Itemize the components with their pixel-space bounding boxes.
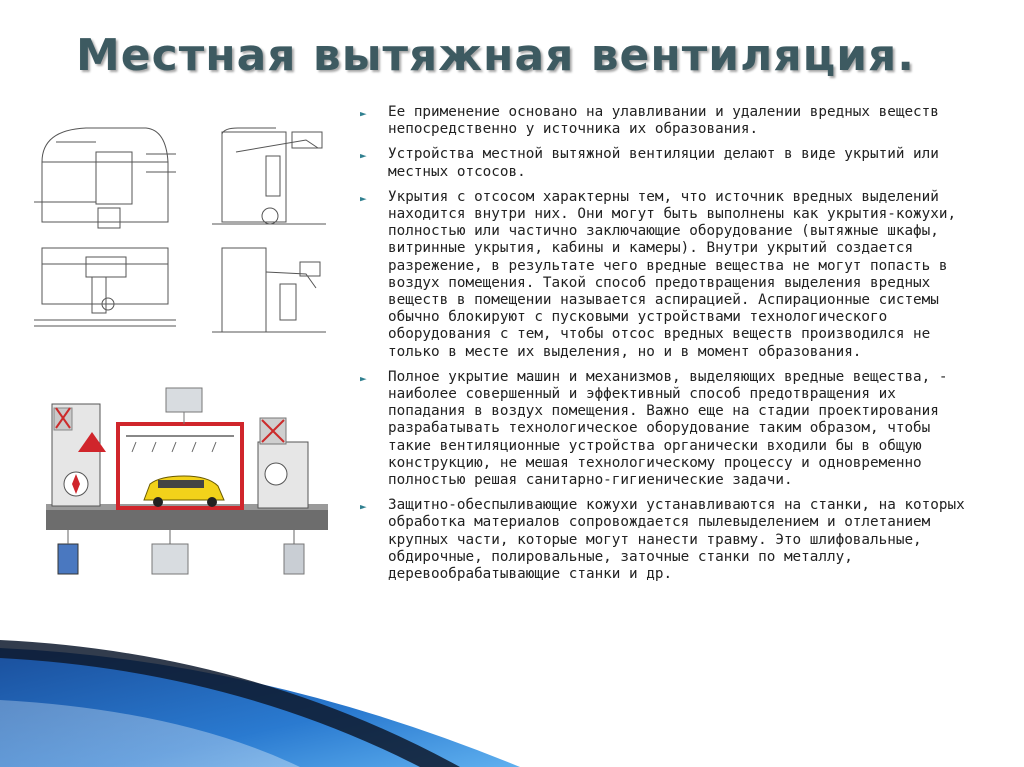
machine-drawing-3 [34, 248, 176, 326]
ventilation-illustrations [26, 112, 336, 592]
bullet-item [358, 189, 968, 361]
bullet-text: Полное укрытие машин и механизмов, выделяющих вредные вещества, - наиболее совершенный и эффективный способ предотвращения их попадания в воздух помещения. Важно еще на стадии проектирования разрабатывать технологическое оборудование таким образом, чтобы такие вентиляционные устройства органически входили бы в общую конструкцию, не мешая технологическому процессу и одновременно полностью решая санитарно-гигиенические задачи. [388, 368, 948, 489]
bullet-item [358, 104, 968, 138]
triangle-right-icon: ► [360, 371, 367, 385]
bullet-item [358, 369, 968, 489]
bullet-text: Устройства местной вытяжной вентиляции делают в виде укрытий или местных отсосов. [388, 146, 939, 180]
slide-title: Местная вытяжная вентиляция. [76, 30, 916, 81]
triangle-right-icon: ► [360, 500, 367, 514]
triangle-right-icon: ► [360, 149, 367, 163]
bullet-text: Ее применение основано на улавливании и удалении вредных веществ непосредственно у источника их образования. [388, 104, 939, 138]
paint-booth-diagram [46, 388, 328, 574]
triangle-right-icon: ► [360, 107, 367, 120]
decorative-swoosh [0, 560, 1024, 767]
machine-drawing-4 [212, 248, 326, 332]
triangle-right-icon: ► [360, 191, 367, 205]
bullet-list [358, 104, 968, 591]
machine-drawing-2 [212, 128, 326, 224]
machine-drawing-1 [34, 128, 176, 228]
bullet-text: Защитно-обеспыливающие кожухи устанавливаются на станки, на которых обработка материалов сопровождается пылевыделением и отлетанием крупных части, которые могут нанести травму. Это шлифовальные, обдирочные, полировальные, заточные станки по металлу, деревообрабатывающие станки и др. [388, 497, 965, 583]
bullet-text: Укрытия с отсосом характерны тем, что источник вредных выделений находится внутри них. Они могут быть выполнены как укрытия-кожухи, полностью или частично заключающие оборудование (вытяжные шкафы, витринные укрытия, кабины и камеры). Внутри укрытий создается разрежение, в результате чего вредные вещества не могут попасть в воздух помещения. Такой способ предотвращения выделения вредных веществ в помещении называется аспирацией. Аспирационные системы обычно блокируют с пусковыми устройствами технологического оборудования с тем, чтобы отсос вредных веществ производился не только в месте их выделения, но и в момент образования. [388, 188, 957, 360]
bullet-item [358, 146, 968, 180]
